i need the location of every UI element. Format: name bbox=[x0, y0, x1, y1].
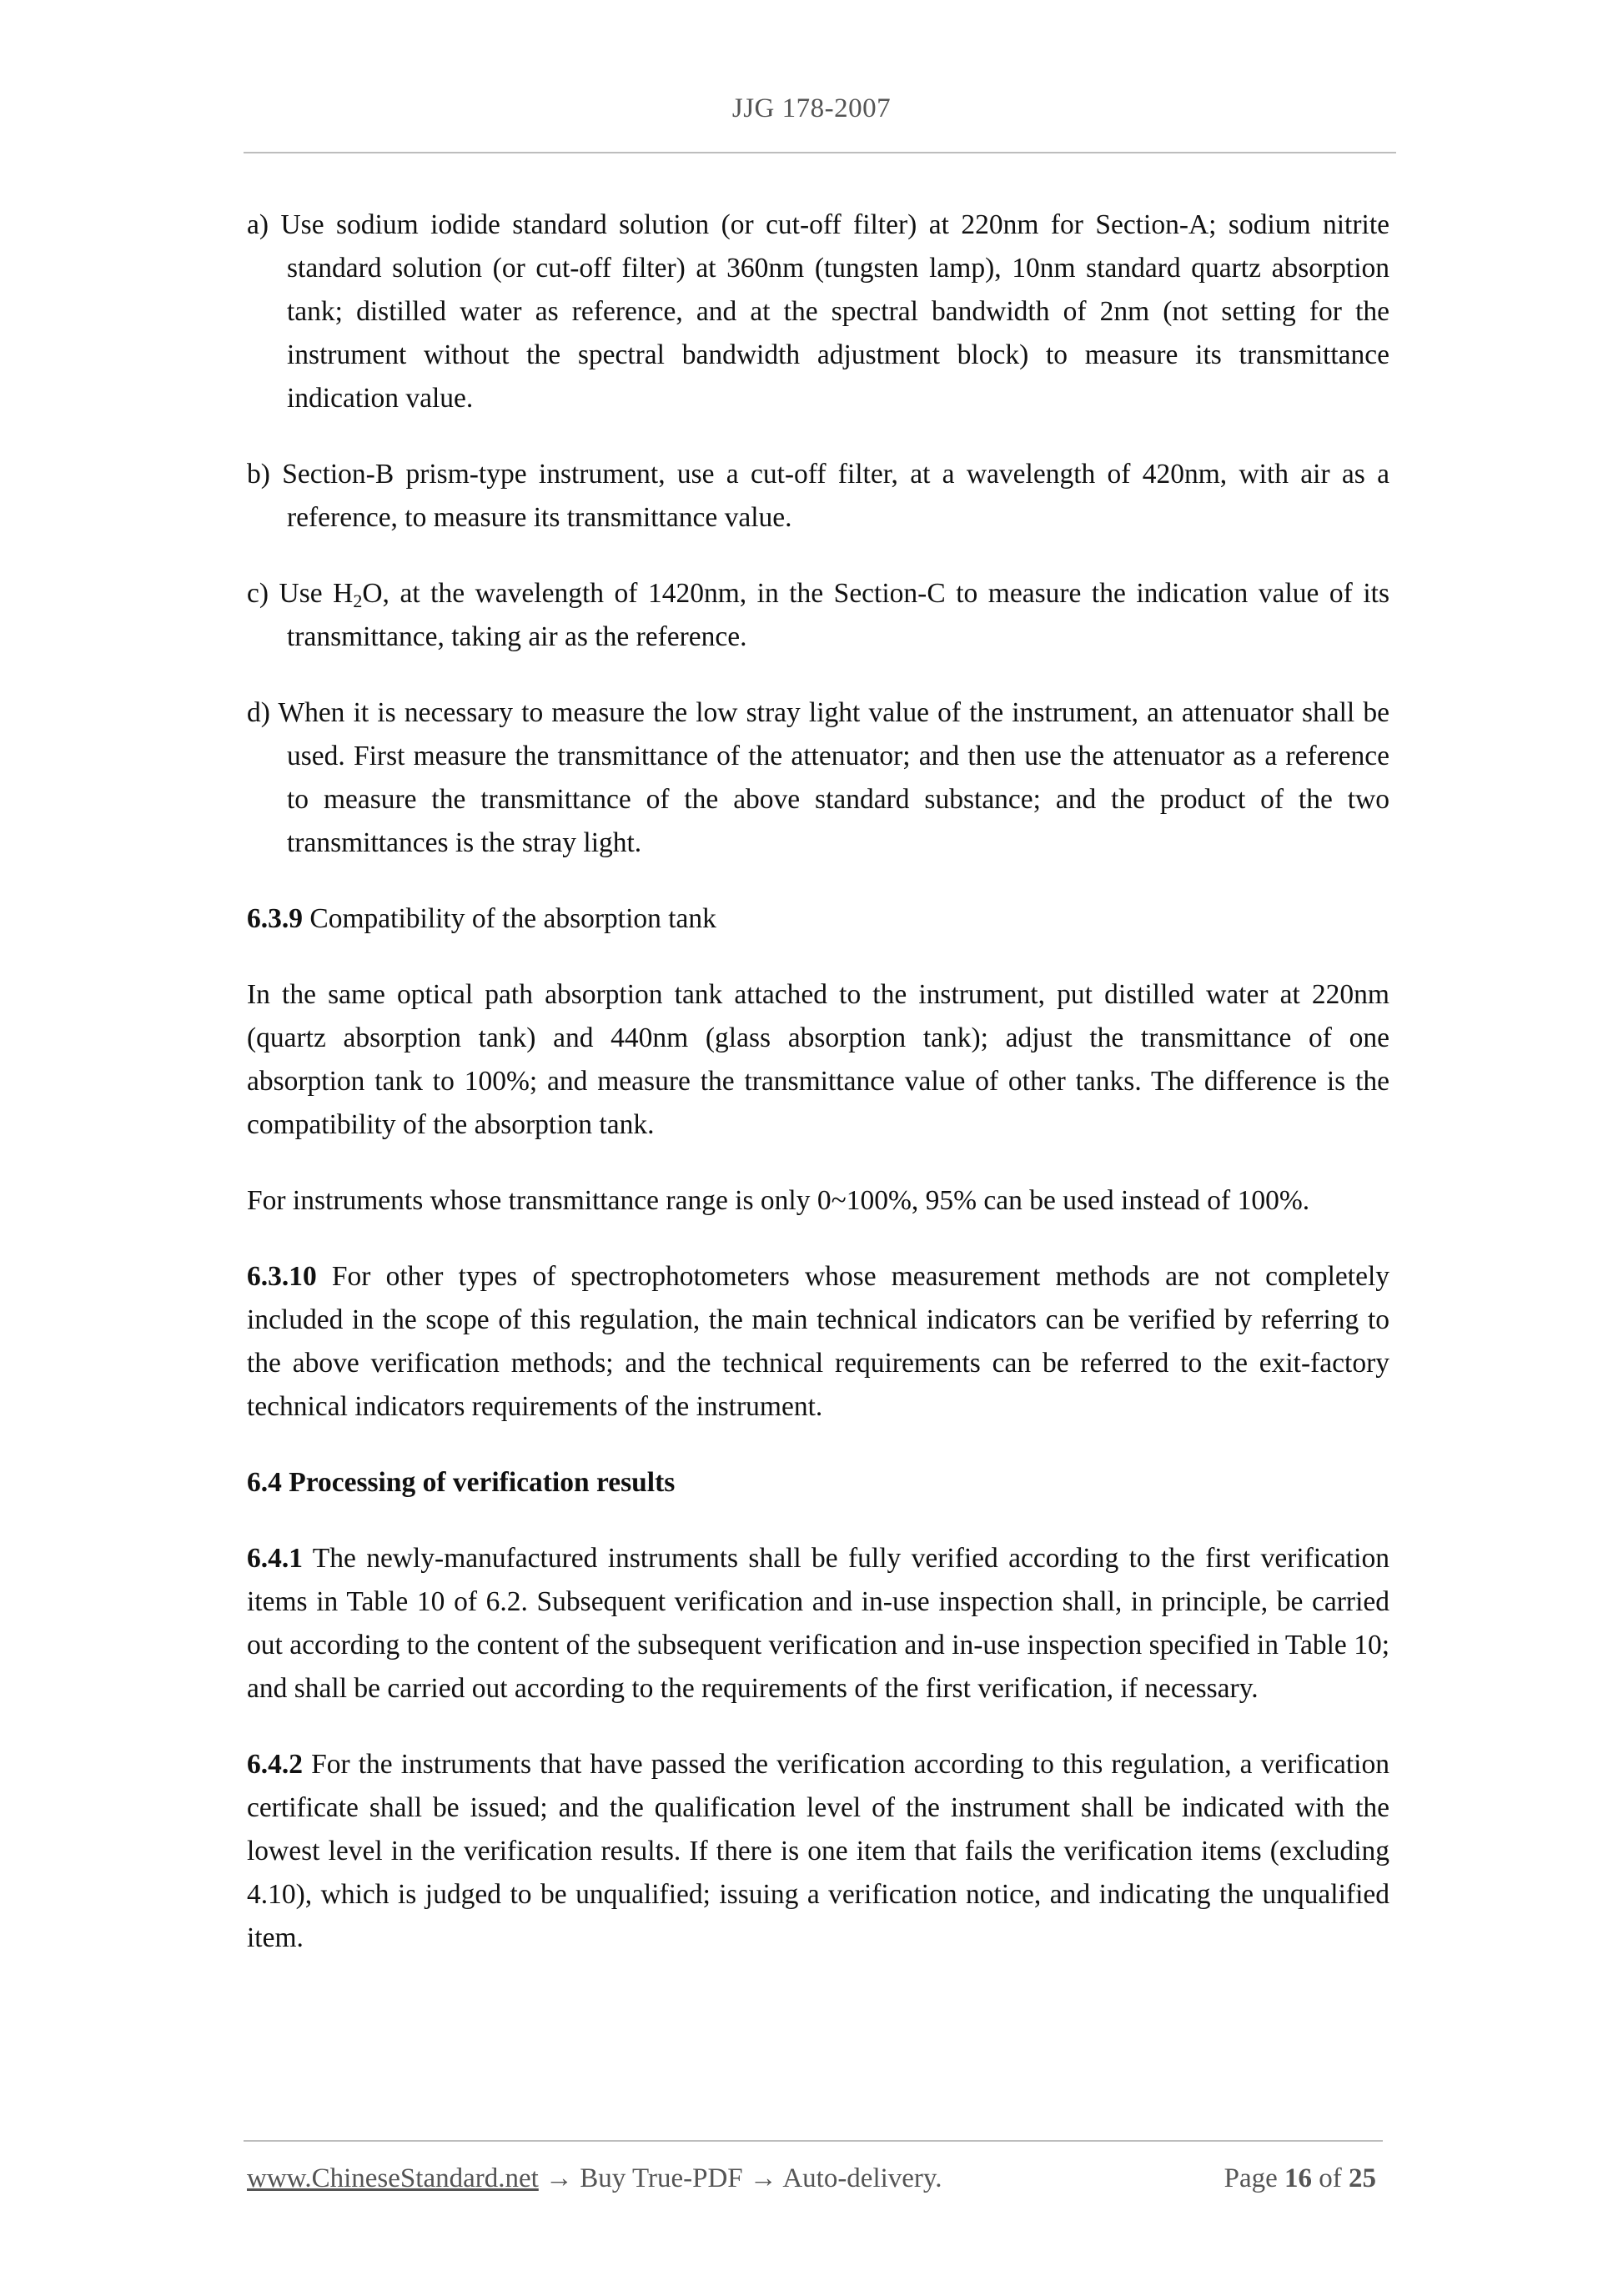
subscript-2: 2 bbox=[353, 590, 363, 611]
current-page-number: 16 bbox=[1284, 2163, 1312, 2193]
section-number: 6.3.9 bbox=[247, 903, 303, 934]
section-6-3-9-title bbox=[247, 897, 1389, 941]
page-indicator bbox=[1224, 2163, 1376, 2194]
section-6-3-9-paragraph-1: In the same optical path absorption tank attached to the instrument, put distilled water at 220nm (quartz absorption tank) and 440nm (glass absorption tank); adjust the transmittance of one absorption tank to 100%; and measure the transmittance value of other tanks. The difference is the compatibility of the absorption tank. bbox=[247, 979, 1389, 1140]
buy-true-pdf-text: Buy True-PDF bbox=[580, 2163, 743, 2193]
section-title: Compatibility of the absorption tank bbox=[303, 903, 716, 934]
list-item-d: d) When it is necessary to measure the low stray light value of the instrument, an attenuator shall be used. First measure the transmittance of the attenuator; and then use the attenuator as a reference to measure the transmittance of the above standard substance; and the product of the two transmittances is the stray light. bbox=[247, 697, 1389, 858]
page-label: Page bbox=[1224, 2163, 1284, 2193]
footer-divider bbox=[244, 2140, 1383, 2142]
section-6-4-heading: 6.4 Processing of verification results bbox=[247, 1467, 676, 1498]
arrow-right-icon: → bbox=[742, 2163, 783, 2193]
section-6-4-2 bbox=[247, 1743, 1389, 1960]
list-item-c bbox=[247, 572, 1389, 659]
list-item-c-text-end: O, at the wavelength of 1420nm, in the Section-C to measure the indication value of its transmittance, taking air as the reference. bbox=[287, 578, 1389, 652]
website-link[interactable]: www.ChineseStandard.net bbox=[247, 2163, 539, 2193]
section-text: For other types of spectrophotometers whose measurement methods are not completely included in the scope of this regulation, the main technical indicators can be verified by referring to the above verification methods; and the technical requirements can be referred to the exit-factory technical indicators requirements of the instrument. bbox=[247, 1261, 1389, 1422]
arrow-right-icon: → bbox=[538, 2163, 580, 2193]
document-body bbox=[247, 203, 1389, 1992]
footer-promo bbox=[247, 2163, 942, 2194]
section-text: For the instruments that have passed the verification according to this regulation, a verification certificate shall be issued; and the qualification level of the instrument shall be indicated with the lowest level in the verification results. If there is one item that fails the verification items (excluding 4.10), which is judged to be unqualified; issuing a verification notice, and indicating the unqualified item. bbox=[247, 1749, 1389, 1953]
list-item-c-text-start: c) Use H bbox=[247, 578, 354, 609]
list-item-a: a) Use sodium iodide standard solution (or cut-off filter) at 220nm for Section-A; sodium nitrite standard solution (or cut-off filter) at 360nm (tungsten lamp), 10nm standard quartz absorption tank; distilled water as reference, and at the spectral bandwidth of 2nm (not setting for the instrument without the spectral bandwidth adjustment block) to measure its transmittance indication value. bbox=[247, 209, 1389, 414]
section-text: The newly-manufactured instruments shall be fully verified according to the first verification items in Table 10 of 6.2. Subsequent verification and in-use inspection shall, in principle, be carried out according to the content of the subsequent verification and in-use inspection specified in Table 10; and shall be carried out according to the requirements of the first verification, if necessary. bbox=[247, 1543, 1389, 1704]
section-number: 6.4.1 bbox=[247, 1543, 303, 1574]
section-6-3-9-paragraph-2: For instruments whose transmittance range is only 0~100%, 95% can be used instead of 100%. bbox=[247, 1185, 1310, 1216]
page-header-title: JJG 178-2007 bbox=[731, 93, 892, 123]
of-label: of bbox=[1312, 2163, 1349, 2193]
section-6-3-10 bbox=[247, 1255, 1389, 1429]
section-number: 6.4.2 bbox=[247, 1749, 303, 1780]
total-page-count: 25 bbox=[1349, 2163, 1376, 2193]
list-item-b: b) Section-B prism-type instrument, use a cut-off filter, at a wavelength of 420nm, with air as a reference, to measure its transmittance value. bbox=[247, 459, 1389, 533]
section-6-4-1 bbox=[247, 1537, 1389, 1711]
section-number: 6.3.10 bbox=[247, 1261, 317, 1292]
auto-delivery-text: Auto-delivery. bbox=[782, 2163, 942, 2193]
header-divider bbox=[244, 152, 1396, 153]
